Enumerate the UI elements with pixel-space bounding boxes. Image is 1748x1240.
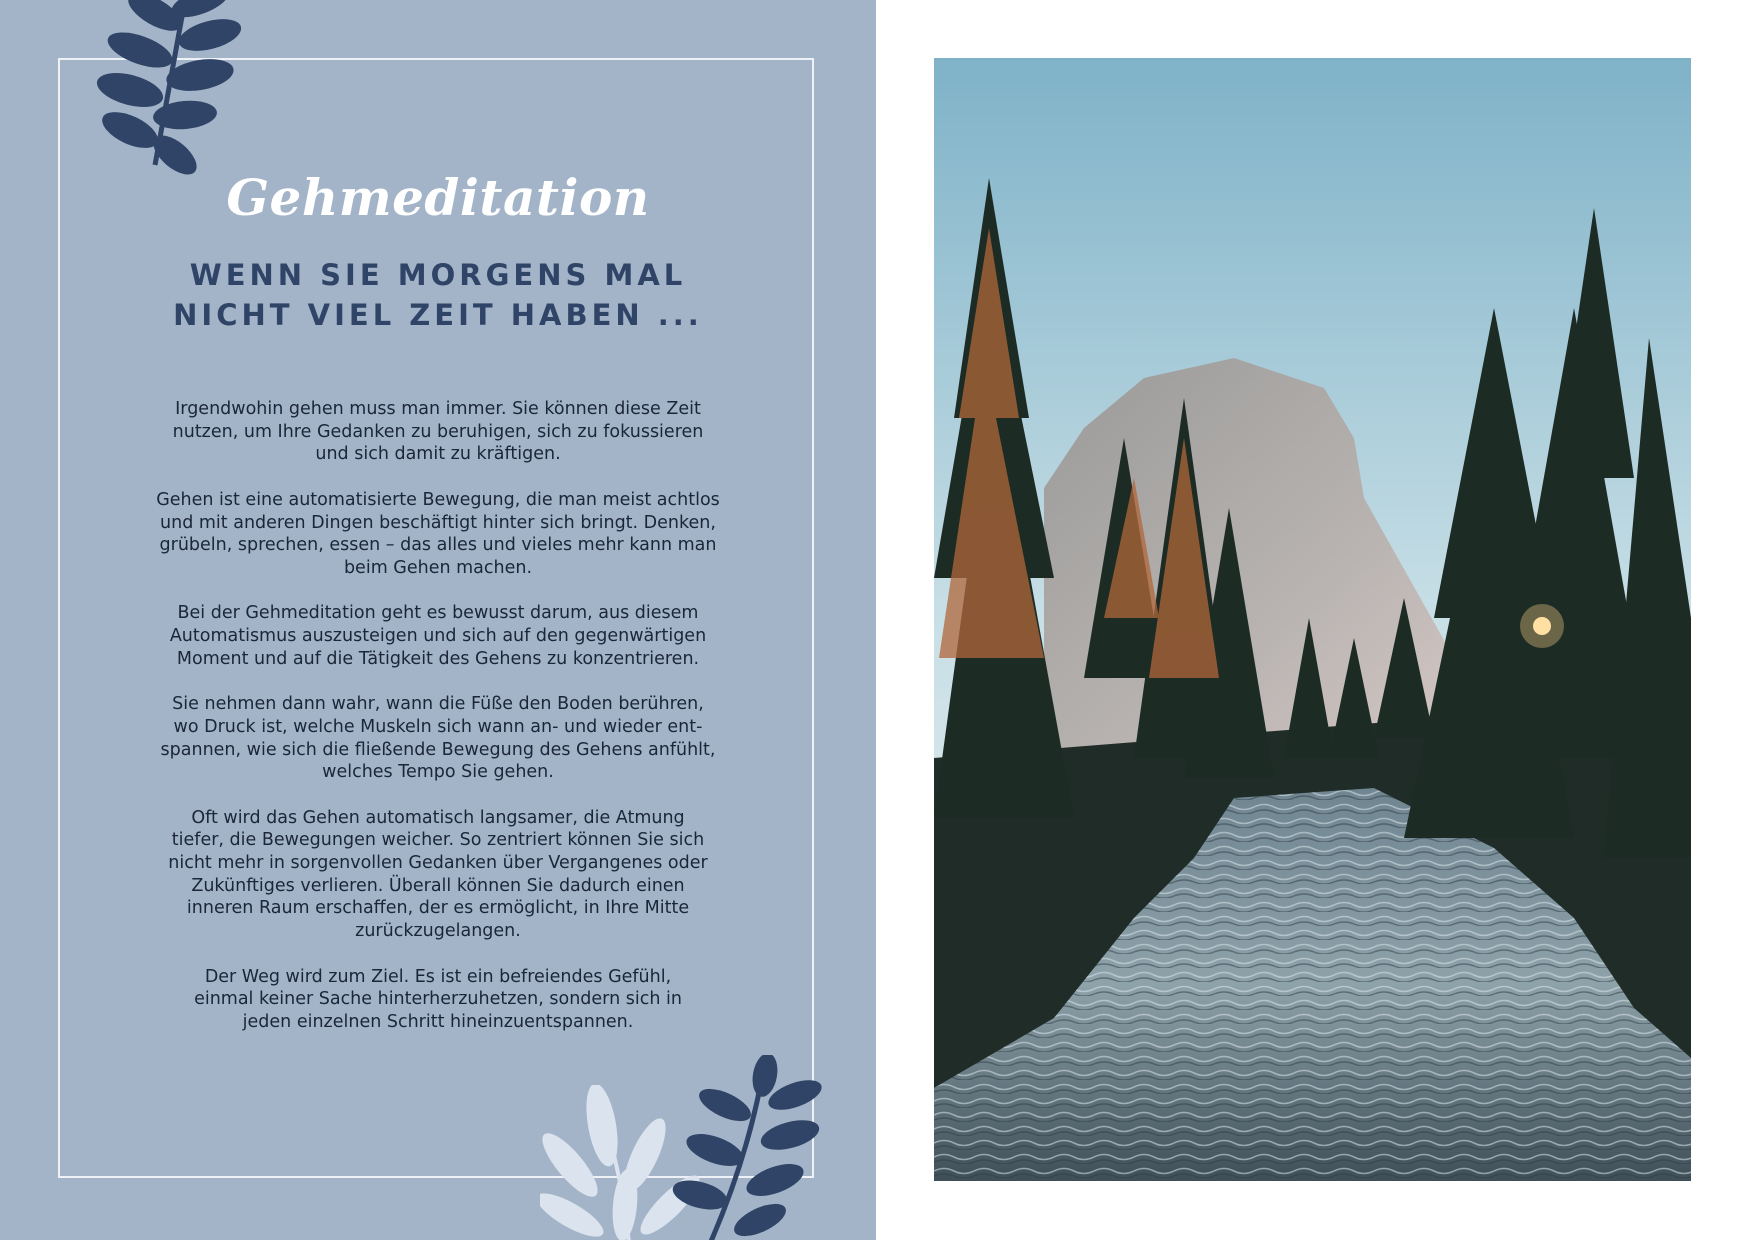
paragraph: Irgendwohin gehen muss man immer. Sie können diese Zeit nutzen, um Ihre Gedanken zu beruhigen, sich zu fokussieren und sich damit zu kräftigen. bbox=[172, 399, 704, 465]
paragraph: Oft wird das Gehen automatisch langsamer, die Atmung tiefer, die Bewegungen weicher. So zentriert können Sie sich nicht mehr in sorgenvollen Gedanken über Vergangenes oder Zukünftiges verlieren. Überall können Sie dadurch einen inneren Raum erschaffen, der es ermöglicht, in Ihre Mitte zurückzugelangen. bbox=[168, 807, 708, 942]
body-text bbox=[150, 398, 726, 1056]
page-title: Gehmeditation bbox=[226, 168, 650, 227]
leaf-branch-bottom-icon bbox=[665, 1055, 825, 1240]
paragraph: Bei der Gehmeditation geht es bewusst darum, aus diesem Automatismus auszusteigen und sich auf den gegenwärtigen Moment und auf die Tätigkeit des Gehens zu konzentrieren. bbox=[169, 603, 707, 669]
paragraph: Gehen ist eine automatisierte Bewegung, die man meist achtlos und mit anderen Dingen beschäftigt hinter sich bringt. Denken, grübeln, sprechen, essen – das alles und vieles mehr kann man beim Gehen machen. bbox=[156, 489, 720, 578]
paragraph: Der Weg wird zum Ziel. Es ist ein befreiendes Gefühl, einmal keiner Sache hinterherzuhetzen, sondern sich in jeden einzelnen Schritt hineinzuentspannen. bbox=[194, 966, 682, 1032]
landscape-image bbox=[934, 58, 1691, 1181]
subtitle-line-1: WENN SIE MORGENS MAL bbox=[189, 258, 687, 292]
subtitle-line-2: NICHT VIEL ZEIT HABEN ... bbox=[173, 298, 703, 332]
paragraph: Sie nehmen dann wahr, wann die Füße den Boden berühren, wo Druck ist, welche Muskeln sich wann an- und wieder ent- spannen, wie sich die fließende Bewegung des Gehens anfühlt, welches Tempo Sie gehen. bbox=[160, 694, 716, 783]
mountain-river-photo bbox=[934, 58, 1691, 1181]
leaf-branch-top-icon bbox=[60, 0, 260, 190]
